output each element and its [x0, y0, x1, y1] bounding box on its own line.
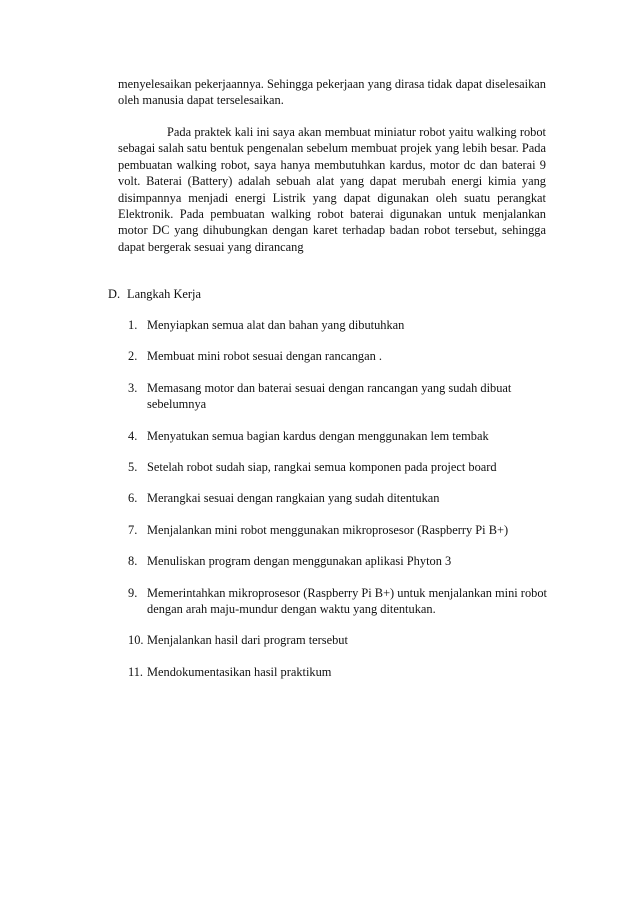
step-number: 2. — [128, 349, 138, 364]
step-number: 5. — [128, 460, 138, 475]
paragraph-intro-end: menyelesaikan pekerjaannya. Sehingga pekerjaan yang dirasa tidak dapat diselesaikan oleh manusia dapat terselesaikan. — [118, 77, 546, 108]
list-item — [128, 317, 548, 333]
step-number: 7. — [128, 522, 138, 537]
step-number: 1. — [128, 318, 138, 332]
step-text: Menjalankan mini robot menggunakan mikroprosesor (Raspberry Pi B+) — [147, 522, 509, 537]
step-number: 6. — [128, 491, 138, 506]
list-item — [128, 490, 548, 506]
step-number: 10. — [128, 633, 144, 648]
list-item — [128, 380, 548, 413]
step-number: 11. — [128, 664, 144, 679]
list-item — [128, 522, 548, 538]
step-text: Merangkai sesuai dengan rangkaian yang sudah ditentukan — [147, 491, 440, 506]
step-text: Memerintahkan mikroprosesor (Raspberry Pi B+) untuk menjalankan mini robot dengan arah maju-mundur dengan waktu yang ditentukan. — [147, 585, 547, 617]
step-number: 9. — [128, 585, 138, 600]
paragraph-practice-description: Pada praktek kali ini saya akan membuat miniatur robot yaitu walking robot sebagai salah satu bentuk pengenalan sebelum membuat projek yang lebih besar. Pada pembuatan walking robot, saya hanya membutuhkan kardus, motor dc dan baterai 9 volt. Baterai (Battery) adalah sebuah alat yang dapat merubah energi kimia yang disimpannya menjadi energi Listrik yang dapat digunakan oleh suatu perangkat Elektronik. Pada pembuatan walking robot baterai digunakan untuk menjalankan motor DC yang dihubungkan dengan karet terhadap badan robot tersebut, sehingga dapat bergerak sesuai yang dirancang — [118, 125, 546, 254]
step-text: Menjalankan hasil dari program tersebut — [147, 633, 348, 648]
list-item — [128, 428, 548, 444]
list-item — [128, 632, 548, 648]
section-heading-langkah-kerja — [108, 286, 201, 302]
step-number: 3. — [128, 380, 138, 395]
list-item — [128, 553, 548, 569]
steps-list — [128, 317, 548, 695]
step-text: Memasang motor dan baterai sesuai dengan rancangan yang sudah dibuat sebelumnya — [147, 380, 512, 412]
list-item — [128, 664, 548, 680]
step-number: 4. — [128, 428, 138, 443]
step-text: Setelah robot sudah siap, rangkai semua komponen pada project board — [147, 460, 497, 475]
list-item — [128, 459, 548, 475]
step-text: Menyiapkan semua alat dan bahan yang dibutuhkan — [147, 318, 405, 332]
step-number: 8. — [128, 554, 138, 569]
step-text: Membuat mini robot sesuai dengan rancangan . — [147, 349, 383, 364]
list-item — [128, 585, 548, 618]
list-item — [128, 348, 548, 364]
step-text: Menyatukan semua bagian kardus dengan menggunakan lem tembak — [147, 428, 489, 443]
section-letter: D. — [108, 287, 121, 301]
step-text: Mendokumentasikan hasil praktikum — [147, 664, 332, 679]
section-title: Langkah Kerja — [127, 287, 201, 301]
step-text: Menuliskan program dengan menggunakan aplikasi Phyton 3 — [147, 554, 452, 569]
